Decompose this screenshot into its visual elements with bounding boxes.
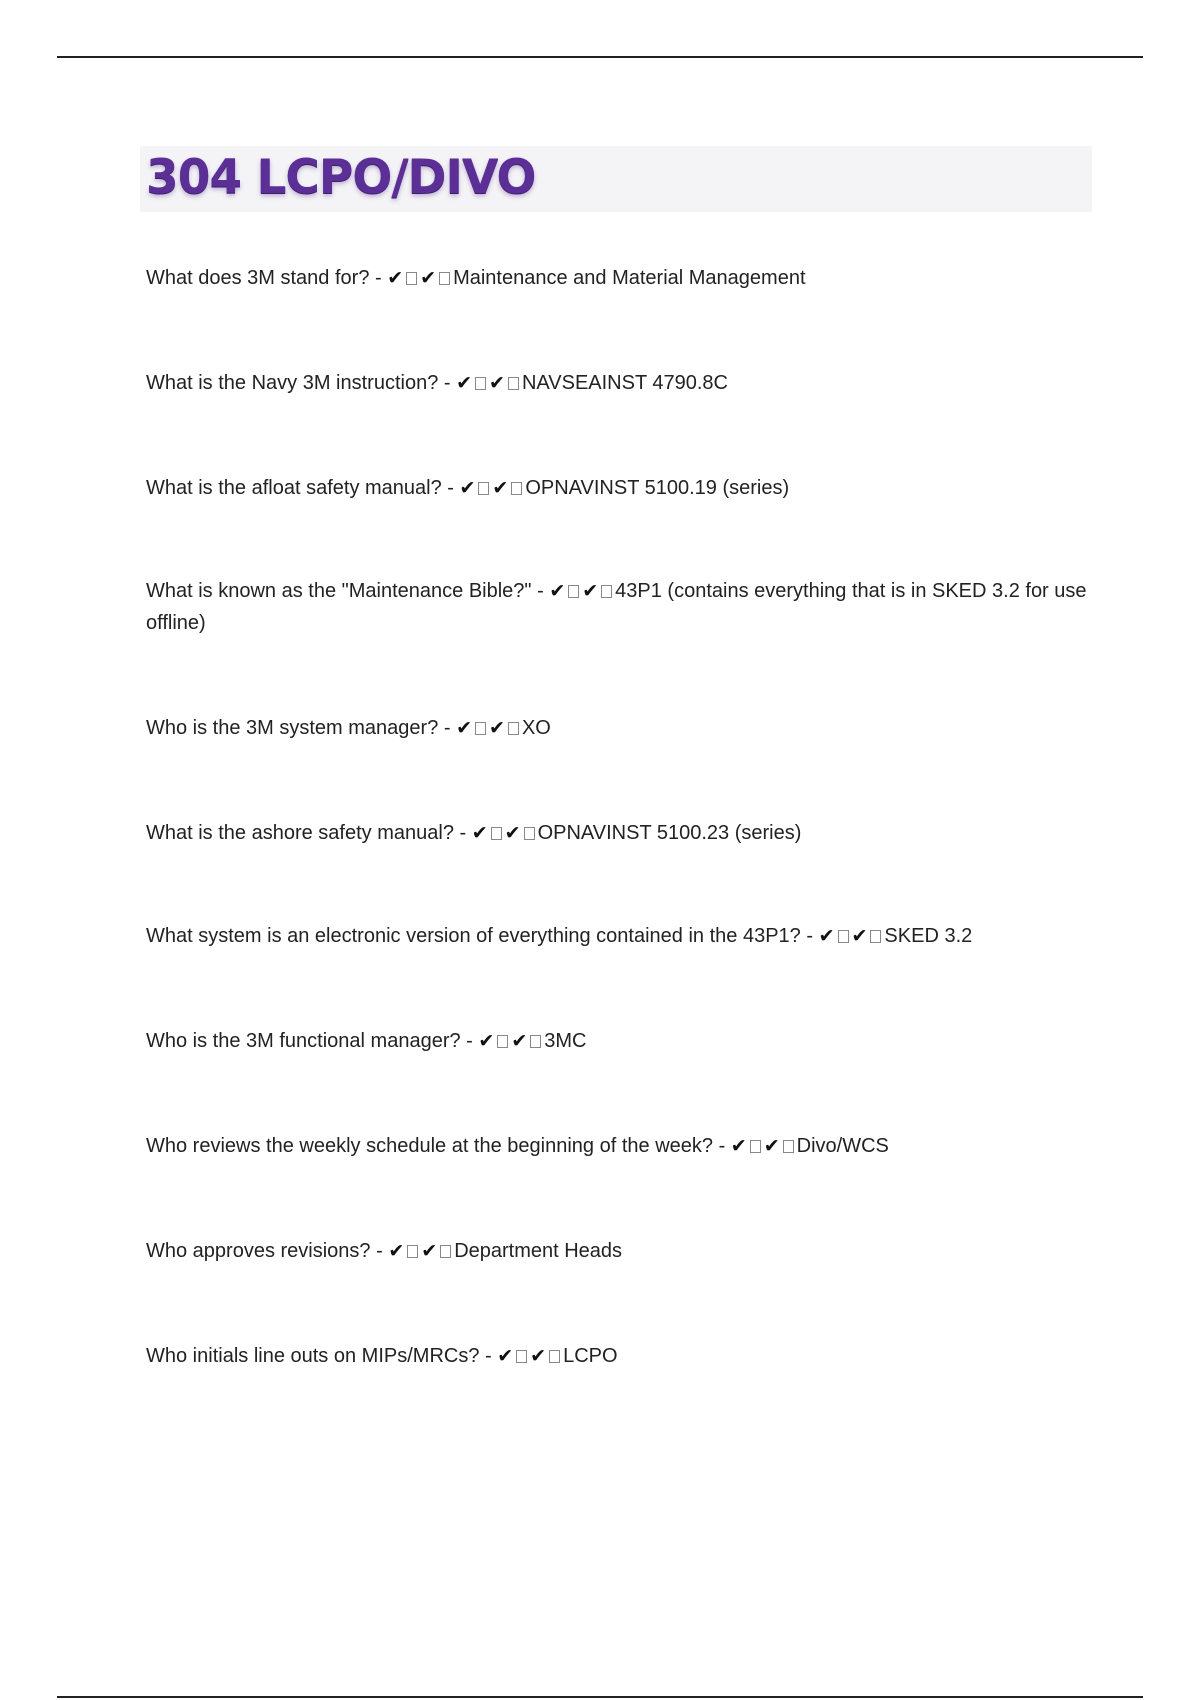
missing-glyph-box-icon [475,377,486,390]
question-text: Who reviews the weekly schedule at the beginning of the week? [146,1135,714,1157]
missing-glyph-box-icon [516,1350,527,1363]
qa-item: What does 3M stand for? - ✔ ✔ Maintenance and Material Management [146,267,806,289]
qa-item: What is the ashore safety manual? - ✔ ✔ OPNAVINST 5100.23 (series) [146,822,802,844]
answer-text: LCPO [563,1345,618,1367]
missing-glyph-box-icon [440,1245,451,1258]
missing-glyph-box-icon [508,377,519,390]
question-text: What is the ashore safety manual? [146,822,454,844]
question-text: What is known as the "Maintenance Bible?" [146,580,532,602]
answer-text: OPNAVINST 5100.23 (series) [537,822,802,844]
check-icon: ✔ [511,1030,528,1052]
qa-item: What system is an electronic version of everything contained in the 43P1? - ✔ ✔ SKED 3.2 [146,925,973,947]
check-icon: ✔ [492,477,509,499]
qa-item: What is the afloat safety manual? - ✔ ✔ OPNAVINST 5100.19 (series) [146,477,790,499]
qa-item: What is known as the "Maintenance Bible?" - ✔ ✔ 43P1 (contains everything that is in SKED 3.2 for use offline) [146,580,1087,634]
check-icon: ✔ [456,372,473,394]
answer-text: SKED 3.2 [884,925,973,947]
check-icon: ✔ [504,822,521,844]
qa-item: Who is the 3M system manager? - ✔ ✔ XO [146,717,551,739]
answer-text: NAVSEAINST 4790.8C [521,372,728,394]
qa-item: Who is the 3M functional manager? - ✔ ✔ 3MC [146,1030,587,1052]
answer-text: OPNAVINST 5100.19 (series) [525,477,790,499]
question-text: What does 3M stand for? [146,267,370,289]
missing-glyph-box-icon [497,1035,508,1048]
check-icon: ✔ [497,1345,514,1367]
missing-glyph-box-icon [601,585,612,598]
missing-glyph-box-icon [407,1245,418,1258]
check-icon: ✔ [763,1135,780,1157]
qa-item: Who reviews the weekly schedule at the beginning of the week? - ✔ ✔ Divo/WCS [146,1135,889,1157]
header-rule [57,56,1143,58]
missing-glyph-box-icon [511,482,522,495]
question-text: What system is an electronic version of everything contained in the 43P1? [146,925,801,947]
qa-item: Who approves revisions? - ✔ ✔ Department Heads [146,1240,623,1262]
check-icon: ✔ [489,717,505,739]
answer-text: Maintenance and Material Management [453,267,806,289]
check-icon: ✔ [456,717,473,739]
answer-text: Divo/WCS [796,1135,889,1157]
answer-text: Department Heads [454,1240,623,1262]
qa-item: What is the Navy 3M instruction? - ✔ ✔ NAVSEAINST 4790.8C [146,372,728,394]
check-icon: ✔ [549,580,566,602]
check-icon: ✔ [818,925,835,947]
check-icon: ✔ [387,267,404,289]
check-icon: ✔ [459,477,476,499]
page-title: 304 LCPO/DIVO [146,150,536,205]
check-icon: ✔ [582,580,599,602]
missing-glyph-box-icon [783,1140,794,1153]
check-icon: ✔ [421,1240,438,1262]
missing-glyph-box-icon [508,722,519,735]
missing-glyph-box-icon [475,722,486,735]
missing-glyph-box-icon [838,930,849,943]
check-icon: ✔ [530,1345,547,1367]
answer-text: 3MC [544,1030,587,1052]
missing-glyph-box-icon [478,482,489,495]
check-icon: ✔ [851,925,868,947]
check-icon: ✔ [420,267,437,289]
answer-text: 43P1 (contains everything that is in SKED 3.2 for use offline) [146,580,1087,634]
question-text: Who is the 3M functional manager? [146,1030,461,1052]
missing-glyph-box-icon [439,272,450,285]
check-icon: ✔ [478,1030,495,1052]
footer-rule [57,1696,1143,1698]
check-icon: ✔ [489,372,505,394]
check-icon: ✔ [388,1240,405,1262]
answer-text: XO [521,717,551,739]
question-text: What is the afloat safety manual? [146,477,442,499]
qa-item: Who initials line outs on MIPs/MRCs? - ✔ ✔ LCPO [146,1345,618,1367]
missing-glyph-box-icon [750,1140,761,1153]
title-banner [140,146,1092,212]
question-text: Who is the 3M system manager? [146,717,439,739]
missing-glyph-box-icon [549,1350,560,1363]
missing-glyph-box-icon [491,827,502,840]
question-text: Who approves revisions? [146,1240,371,1262]
missing-glyph-box-icon [406,272,417,285]
check-icon: ✔ [471,822,488,844]
check-icon: ✔ [730,1135,747,1157]
missing-glyph-box-icon [870,930,881,943]
missing-glyph-box-icon [568,585,579,598]
missing-glyph-box-icon [524,827,535,840]
missing-glyph-box-icon [530,1035,541,1048]
question-text: What is the Navy 3M instruction? [146,372,439,394]
question-text: Who initials line outs on MIPs/MRCs? [146,1345,480,1367]
